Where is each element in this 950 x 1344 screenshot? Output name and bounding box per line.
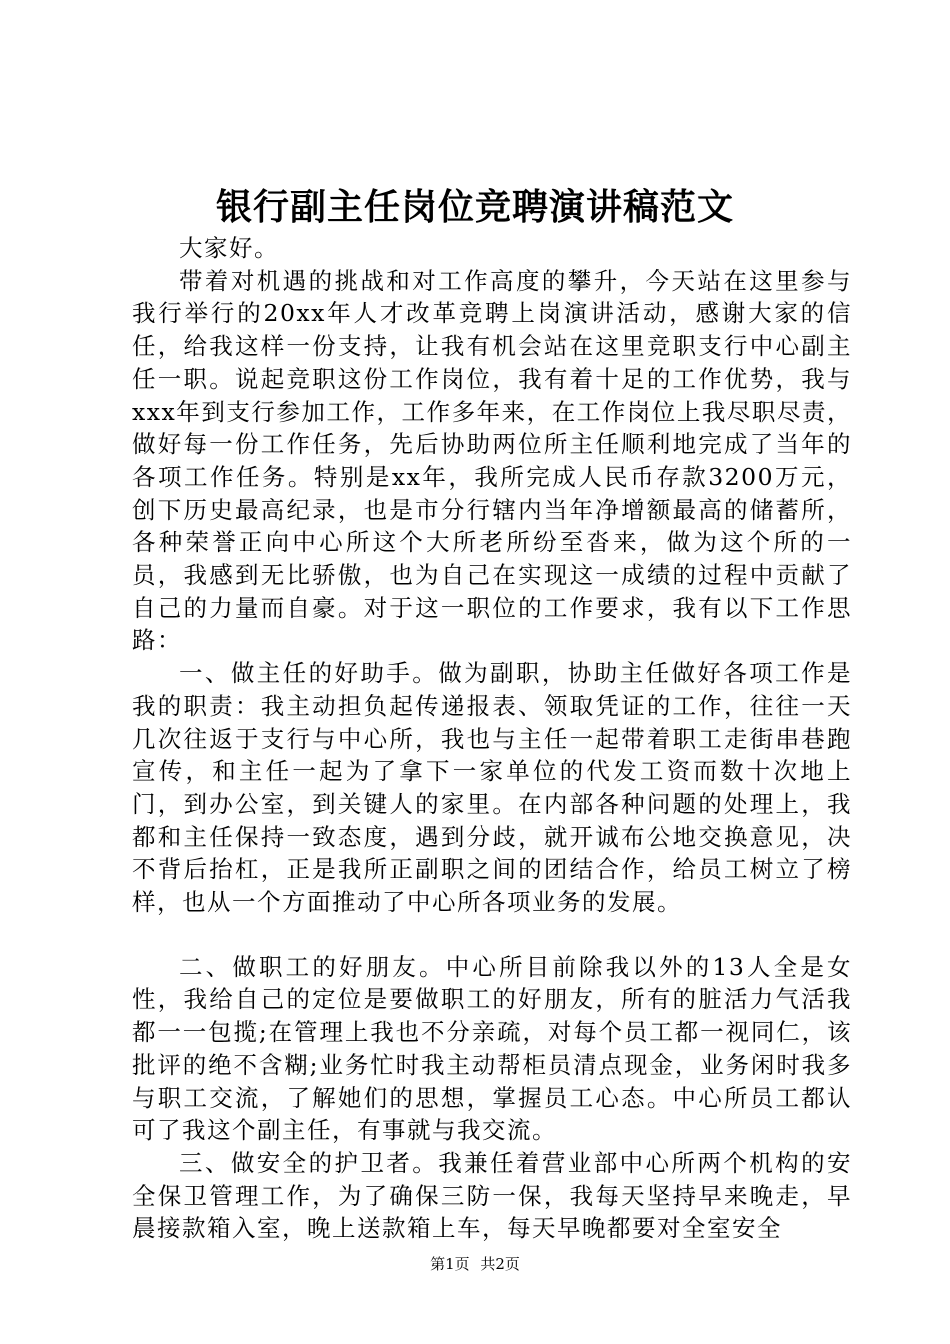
page-footer [0,1254,950,1274]
paragraph-greeting: 大家好。 [179,234,279,262]
paragraph-point-2: 二、做职工的好朋友。中心所目前除我以外的13人全是女性，我给自己的定位是要做职工的好朋友，所有的脏活力气活我都一一包揽;在管理上我也不分亲疏，对每个员工都一视同仁，该批评的绝不含糊;业务忙时我主动帮柜员清点现金，业务闲时我多与职工交流，了解她们的思想，掌握员工心态。中心所员工都认可了我这个副主任，有事就与我交流。 [132,952,852,1145]
document-title: 银行副主任岗位竞聘演讲稿范文 [215,186,734,228]
paragraph-point-3: 三、做安全的护卫者。我兼任着营业部中心所两个机构的安全保卫管理工作，为了确保三防一保，我每天坚持早来晚走，早晨接款箱入室，晚上送款箱上车，每天早晚都要对全室安全 [132,1148,852,1243]
page-number: 第1页 [430,1255,470,1273]
paragraph-point-1: 一、做主任的好助手。做为副职，协助主任做好各项工作是我的职责：我主动担负起传递报表、领取凭证的工作，往往一天几次往返于支行与中心所，我也与主任一起带着职工走街串巷跑宣传，和主任一起为了拿下一家单位的代发工资而数十次地上门，到办公室，到关键人的家里。在内部各种问题的处理上，我都和主任保持一致态度，遇到分歧，就开诚布公地交换意见，决不背后抬杠，正是我所正副职之间的团结合作，给员工树立了榜样，也从一个方面推动了中心所各项业务的发展。 [132,659,852,917]
document-body [132,232,852,1245]
page-total: 共2页 [480,1255,520,1273]
paragraph-intro: 带着对机遇的挑战和对工作高度的攀升，今天站在这里参与我行举行的20xx年人才改革竞聘上岗演讲活动，感谢大家的信任，给我这样一份支持，让我有机会站在这里竞职支行中心副主任一职。说起竞职这份工作岗位，我有着十足的工作优势，我与xxx年到支行参加工作，工作多年来，在工作岗位上我尽职尽责，做好每一份工作任务，先后协助两位所主任顺利地完成了当年的各项工作任务。特别是xx年，我所完成人民币存款3200万元，创下历史最高纪录，也是市分行辖内当年净增额最高的储蓄所，各种荣誉正向中心所这个大所老所纷至沓来，做为这个所的一员，我感到无比骄傲，也为自己在实现这一成绩的过程中贡献了自己的力量而自豪。对于这一职位的工作要求，我有以下工作思路： [132,266,852,655]
